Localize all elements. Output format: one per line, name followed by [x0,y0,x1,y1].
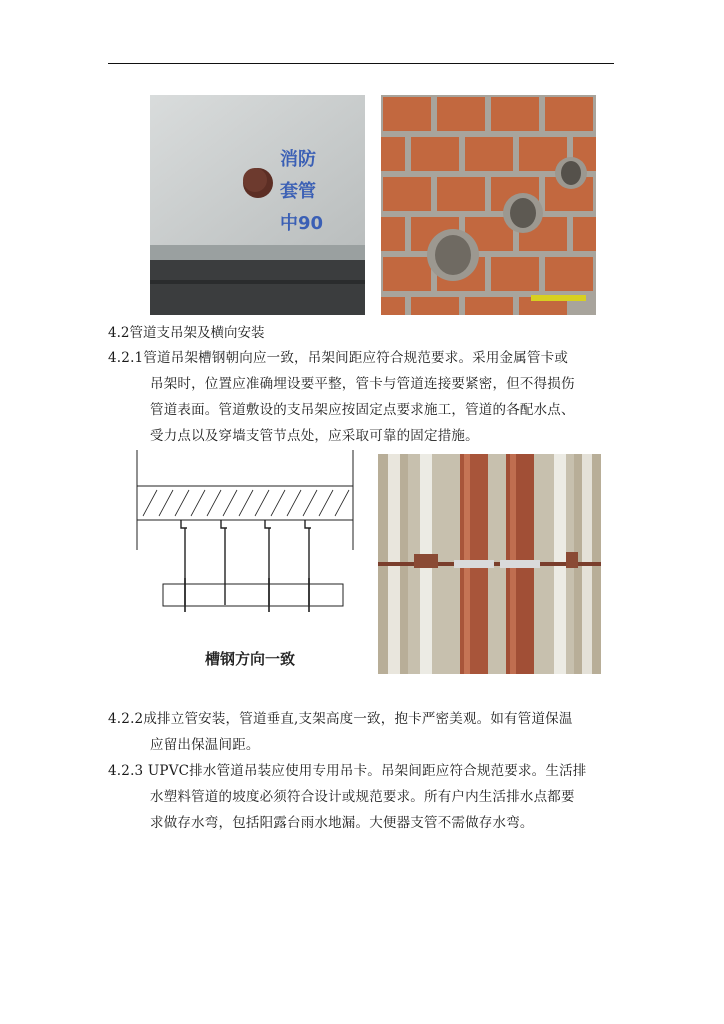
section-4-2-1-line-4: 受力点以及穿墙支管节点处，应采取可靠的固定措施。 [150,428,479,444]
photo-fire-sleeve-wall [150,95,365,315]
section-4-2-heading: 4.2管道支吊架及横向安装 [108,325,265,341]
photo-brick-wall-holes [381,95,596,315]
section-4-2-1-line-1: 4.2.1管道吊架槽钢朝向应一致，吊架间距应符合规范要求。采用金属管卡或 [108,350,569,366]
header-rule [108,63,614,64]
diagram-caption: 槽钢方向一致 [205,650,296,668]
sleeve-sign-line-2: 套管 [280,181,316,202]
photo-vertical-pipes [378,454,601,674]
hanger-diagram [135,450,357,672]
section-4-2-3-line-2: 水塑料管道的坡度必须符合设计或规范要求。所有户内生活排水点都要 [150,789,575,805]
section-4-2-3-line-3: 求做存水弯，包括阳露台雨水地漏。大便器支管不需做存水弯。 [150,815,534,831]
section-4-2-2-line-2: 应留出保温间距。 [150,737,260,753]
sleeve-sign-line-1: 消防 [280,149,316,170]
section-4-2-3-line-1: 4.2.3 UPVC排水管道吊装应使用专用吊卡。吊架间距应符合规范要求。生活排 [108,763,587,779]
sleeve-sign-line-3: 中90 [280,213,324,234]
section-4-2-2-line-1: 4.2.2成排立管安装，管道垂直,支架高度一致，抱卡严密美观。如有管道保温 [108,711,573,727]
section-4-2-1-line-3: 管道表面。管道敷设的支吊架应按固定点要求施工，管道的各配水点、 [150,402,575,418]
section-4-2-1-line-2: 吊架时，位置应准确埋设要平整，管卡与管道连接要紧密，但不得损伤 [150,376,575,392]
